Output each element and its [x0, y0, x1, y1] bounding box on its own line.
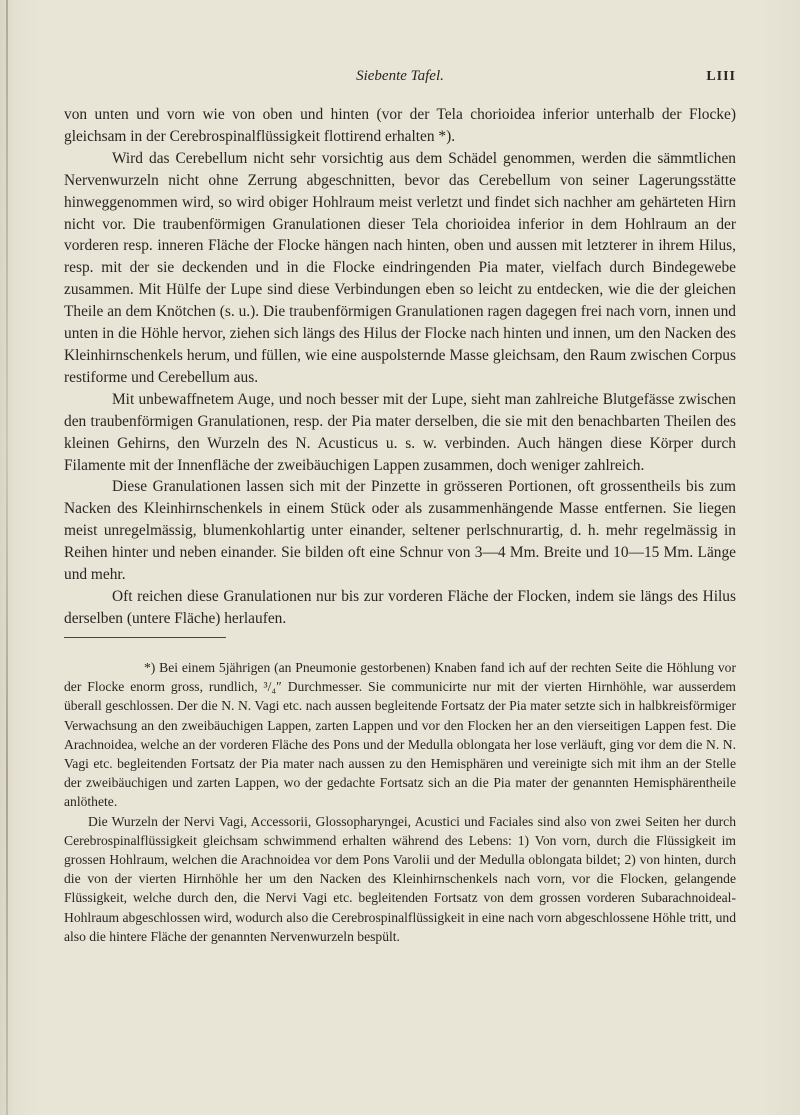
- paragraph-2: Wird das Cerebellum nicht sehr vorsichtig aus dem Schädel genommen, werden die sämmtlichen Nervenwurzeln nicht ohne Zerrung abgeschnitten, bevor das Cerebellum von seiner Lagerungsstätte hinweggenommen wird, so wird obiger Hohlraum meist verletzt und findet sich nachher am gehärteten Hirn nicht vor. Die traubenförmigen Granulationen dieser Tela chorioidea inferior in dem Hohlraum an der vorderen resp. inneren Fläche der Flocke hängen nach hinten, oben und aussen mit letzterer in ihrem Hilus, resp. mit der sie deckenden und in die Flocke eindringenden Pia mater, vielfach durch Bindegewebe zusammen. Mit Hülfe der Lupe sind diese Verbindungen eben so leicht zu entdecken, wie die der gleichen Theile an dem Knötchen (s. u.). Die traubenförmigen Granulationen ragen dagegen frei nach vorn, innen und unten in die Höhle hervor, ziehen sich längs des Hilus der Flocke nach hinten und innen, um den Nacken des Kleinhirnschenkels herum, und füllen, wie eine auspolsternde Masse gleichsam, den Raum zwischen Corpus restiforme und Cerebellum aus.: [64, 149, 736, 386]
- paragraph-3: Mit unbewaffnetem Auge, und noch besser mit der Lupe, sieht man zahlreiche Blutgefässe zwischen den traubenförmigen Granulationen, resp. der Pia mater derselben, die sie mit den benachbarten Theilen des kleinen Gehirns, den Wurzeln des N. Acusticus u. s. w. verbinden. Auch hängen diese Körper durch Filamente mit der Innenfläche der zweibäuchigen Lappen zusammen, doch weniger zahlreich.: [64, 390, 736, 474]
- paragraph-4: Diese Granulationen lassen sich mit der Pinzette in grösseren Portionen, oft grossentheils bis zum Nacken des Kleinhirnschenkels in einem Stück oder als zusammenhängende Masse entfernen. Sie liegen meist unregelmässig, blumenkohlartig unter einander, seltener perlschnurartig, d. h. mehr regelmässig in Reihen hinter und neben einander. Sie bilden oft eine Schnur von 3—4 Mm. Breite und 10—15 Mm. Länge und mehr.: [64, 478, 736, 584]
- footnote-1: *) Bei einem 5jährigen (an Pneumonie gestorbenen) Knaben fand ich auf der rechten Seite die Höhlung vor der Flocke enorm gross, rundlich, ³/₄″ Durchmesser. Sie communicirte nur mit der vierten Hirnhöhle, war ausserdem überall geschlossen. Der die N. N. Vagi etc. nach aussen begleitende Fortsatz der Pia mater setzte sich in halbkreisförmiger Verwachsung an den zweibäuchigen Lappen, zarten Lappen und vor den Flocken her an den vierseitigen Lappen fest. Die Arachnoidea, welche an der vorderen Fläche des Pons und der Medulla oblongata her lose verläuft, ging vor dem die N. N. Vagi etc. begleitenden Fortsatz der Pia mater nach aussen zu den Hemisphären und vereinigte sich mit ihm an der Stelle der zweibäuchigen und zarten Lappen, wo der gedachte Fortsatz sich an die Pia mater der genannten Hemisphärentheile anlöthete.: [64, 660, 736, 810]
- page-number: LIII: [706, 69, 736, 84]
- running-title: Siebente Tafel.: [356, 68, 444, 84]
- footnotes: [64, 658, 736, 946]
- footnote-divider: [64, 637, 226, 638]
- page-header: [64, 68, 736, 88]
- footnote-2: Die Wurzeln der Nervi Vagi, Accessorii, Glossopharyngei, Acustici und Faciales sind also von zwei Seiten her durch Cerebrospinalflüssigkeit gleichsam schwimmend erhalten während des Lebens: 1) Von vorn, durch die Flüssigkeit im grossen Hohlraum, welchen die Arachnoidea vor dem Pons Varolii und der Medulla oblongata bildet; 2) von hinten, durch die von der vierten Hirnhöhle her um den Nacken des Kleinhirnschenkels nach vorn, vor die Flocken, gelangende Flüssigkeit, welche durch den, die Nervi Vagi etc. begleitenden Fortsatz von dem grossen vorderen Subarachnoideal-Hohlraum abgeschlossen wird, wodurch also die Cerebrospinalflüssigkeit in eine nach vorn abgeschlossene Höhle tritt, und also die hintere Fläche der genannten Nervenwurzeln bespült.: [64, 813, 736, 944]
- paragraph-1: von unten und vorn wie von oben und hinten (vor der Tela chorioidea inferior unterhalb der Flocke) gleichsam in der Cerebrospinalflüssigkeit flottirend erhalten *).: [64, 106, 736, 145]
- binding-edge: [6, 0, 8, 1115]
- main-text: [64, 104, 736, 630]
- paragraph-5: Oft reichen diese Granulationen nur bis zur vorderen Fläche der Flocken, indem sie längs des Hilus derselben (untere Fläche) herlaufen.: [64, 587, 736, 627]
